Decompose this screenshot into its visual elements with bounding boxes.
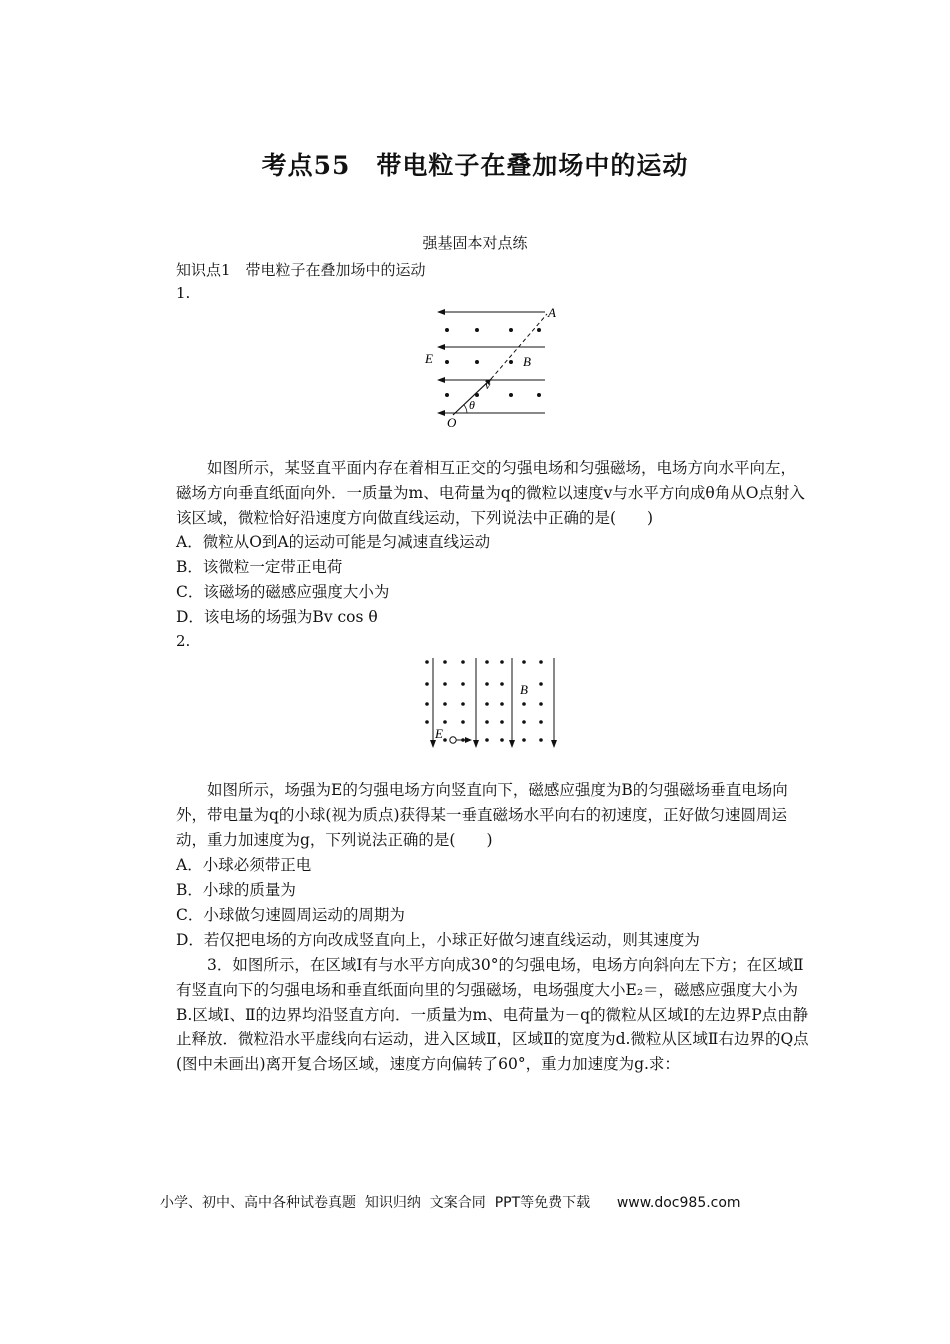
section-heading: 强基固本对点练 (422, 234, 528, 252)
q2-option-d: D．若仅把电场的方向改成竖直向上，小球正好做匀速直线运动，则其速度为 (176, 931, 700, 949)
q1-option-b: B．该微粒一定带正电荷 (176, 558, 343, 576)
q2-figure (420, 654, 562, 754)
q1-number: 1. (176, 284, 191, 302)
q1-option-c: C．该磁场的磁感应强度大小为 (176, 583, 390, 601)
q1-option-a: A．微粒从O到A的运动可能是匀减速直线运动 (176, 533, 491, 551)
q2-option-c: C．小球做匀速圆周运动的周期为 (176, 906, 405, 924)
label-A: A (548, 305, 556, 320)
page-footer: 小学、初中、高中各种试卷真题 知识归纳 文案合同 PPT等免费下载 www.doc985.com (160, 1195, 741, 1211)
label-B: B (520, 682, 528, 697)
q1-option-d: D．该电场的场强为Bv cos θ (176, 608, 378, 626)
q2-option-a: A．小球必须带正电 (176, 856, 312, 874)
label-B: B (523, 354, 531, 369)
label-E: E (435, 726, 443, 741)
q1-figure (415, 303, 565, 431)
label-theta: θ (469, 398, 475, 412)
label-E: E (425, 351, 433, 366)
q3-stem: 3．如图所示，在区域Ⅰ有与水平方向成30°的匀强电场，电场方向斜向左下方；在区域Ⅱ有竖直向下的匀强电场和垂直纸面向里的匀强磁场，电场强度大小E₂＝，磁感应强度大小为B.区域Ⅰ、Ⅱ的边界均沿竖直方向．一质量为m、电荷量为－q的微粒从区域Ⅰ的左边界P点由静止释放．微粒沿水平虚线向右运动，进入区域Ⅱ，区域Ⅱ的宽度为d.微粒从区域Ⅱ右边界的Q点(图中未画出)离开复合场区域，速度方向偏转了60°，重力加速度为g.求： (176, 956, 809, 1074)
electric-field-lines (433, 658, 554, 742)
q2-stem: 如图所示，场强为E的匀强电场方向竖直向下，磁感应强度为B的匀强磁场垂直电场向外，带电量为q的小球(视为质点)获得某一垂直磁场水平向右的初速度，正好做匀速圆周运动，重力加速度为g，下列说法正确的是( ) (176, 781, 788, 849)
q2-number: 2. (176, 632, 191, 650)
ball (450, 737, 456, 743)
label-v: v (485, 378, 491, 392)
label-O: O (447, 415, 457, 430)
page-title: 考点55 带电粒子在叠加场中的运动 (261, 151, 689, 180)
q2-option-b: B．小球的质量为 (176, 881, 296, 899)
q1-stem: 如图所示，某竖直平面内存在着相互正交的匀强电场和匀强磁场，电场方向水平向左，磁场方向垂直纸面向外．一质量为m、电荷量为q的微粒以速度v与水平方向成θ角从O点射入该区域，微粒恰好沿速度方向做直线运动，下列说法中正确的是( ) (176, 459, 805, 527)
knowledge-point-heading: 知识点1 带电粒子在叠加场中的运动 (176, 261, 426, 279)
